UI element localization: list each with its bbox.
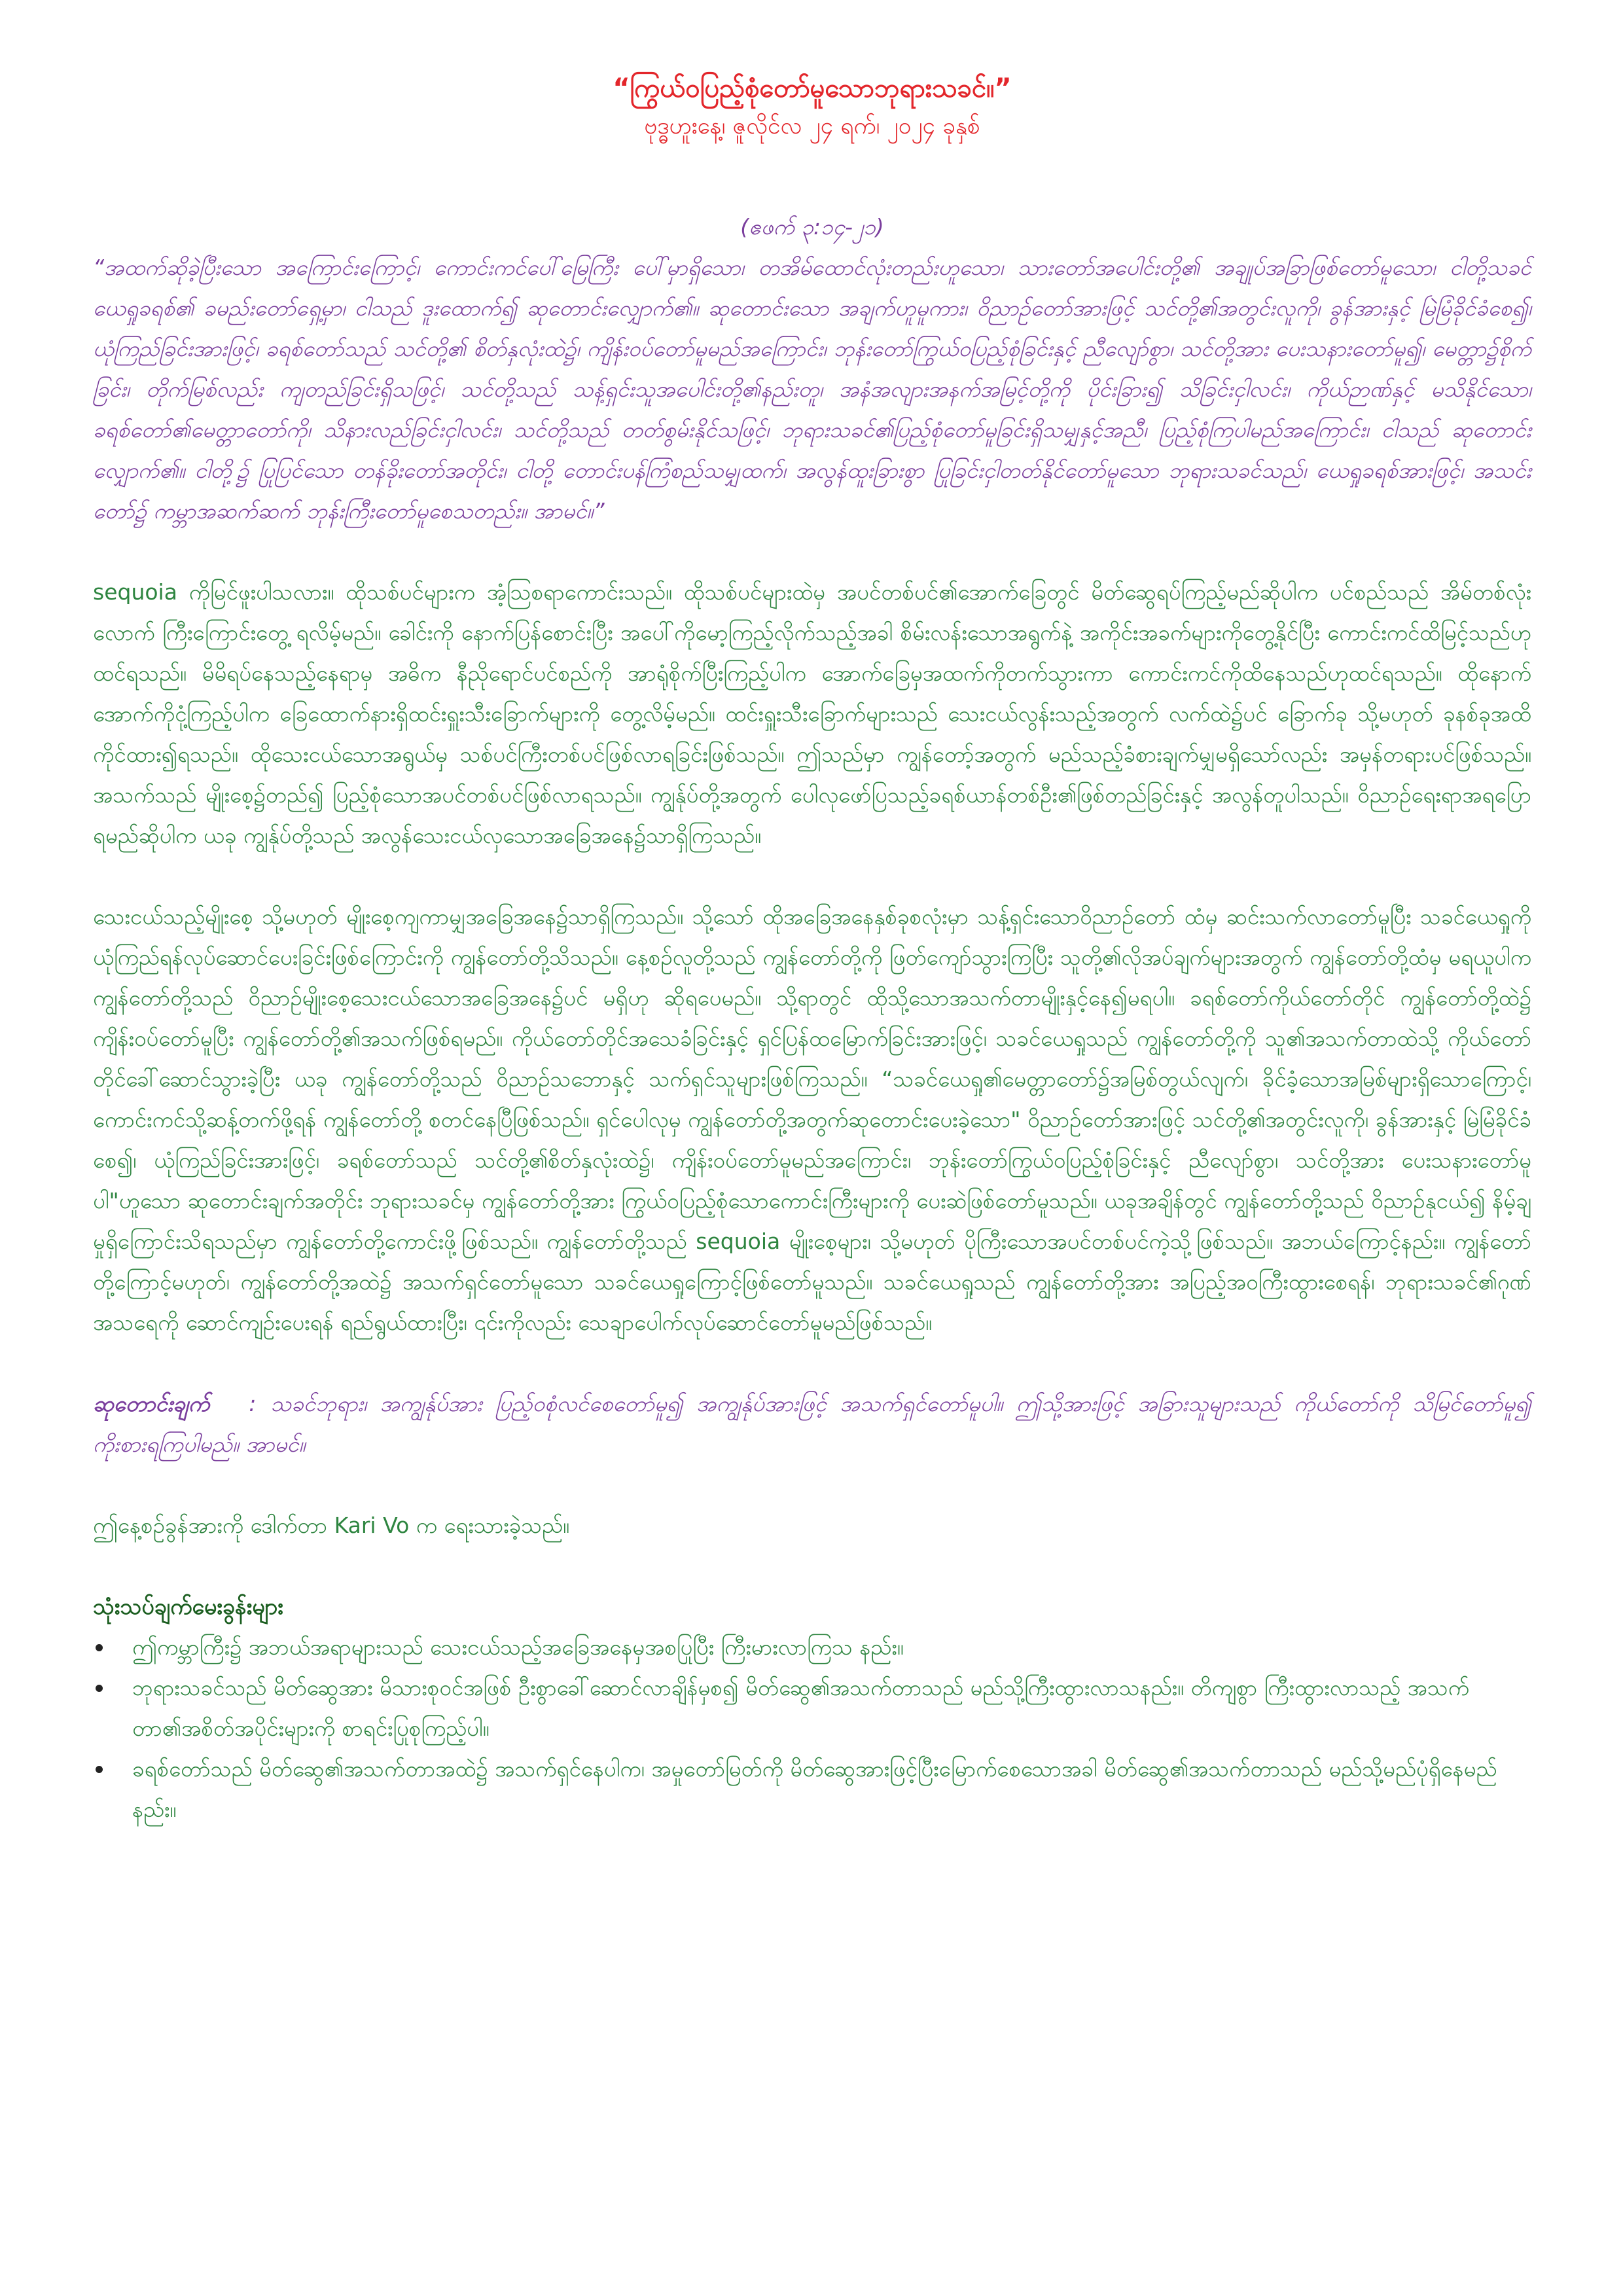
- scripture-quote: “အထက်ဆိုခဲ့ပြီးသော အကြောင်းကြောင့်၊ ကောင်းကင်ပေါ်မြေကြီး ပေါ်မှာရှိသော၊ တအိမ်ထောင်လုံးတည်းဟူသော၊ သားတော်အပေါင်းတို့၏ အချုပ်အခြာဖြစ်တော်မူသော၊ ငါတို့သခင် ယေရှုခရစ်၏ ခမည်းတော်ရှေ့မှာ၊ ငါသည် ဒူးထောက်၍ ဆုတောင်းလျှောက်၏။ ဆုတောင်းသော အချက်ဟူမူကား၊ ဝိညာဉ်တော်အားဖြင့် သင်တို့၏အတွင်းလူကို၊ ခွန်အားနှင့် မြဲမြံခိုင်ခံစေ၍၊ ယုံကြည်ခြင်းအားဖြင့်၊ ခရစ်တော်သည် သင်တို့၏ စိတ်နှလုံးထဲ၌၊ ကျိန်းဝပ်တော်မူမည်အကြောင်း၊ ဘုန်းတော်ကြွယ်ဝပြည့်စုံခြင်းနှင့် ညီလျော်စွာ၊ သင်တို့အား ပေးသနားတော်မူ၍၊ မေတ္တာ၌စိုက်ခြင်း၊ တိုက်မြစ်လည်း ကျတည်ခြင်းရှိသဖြင့်၊ သင်တို့သည် သန့်ရှင်းသူအပေါင်းတို့၏နည်းတူ၊ အနံအလျားအနက်အမြင့်တို့ကို ပိုင်းခြား၍ သိခြင်းငှါလင်း၊ ကိုယ်ဉာဏ်နှင့် မသိနိုင်သော၊ ခရစ်တော်၏မေတ္တာတော်ကို၊ သိနားလည်ခြင်းငှါလင်း၊ သင်တို့သည် တတ်စွမ်းနိုင်သဖြင့်၊ ဘုရားသခင်၏ပြည့်စုံတော်မူခြင်းရှိသမျှနှင့်အညီ၊ ပြည့်စုံကြပါမည်အကြောင်း၊ ငါသည် ဆုတောင်းလျှောက်၏။ ငါတို့၌ ပြုပြင်သော တန်ခိုးတော်အတိုင်း၊ ငါတို့ တောင်းပန်ကြံစည်သမျှထက်၊ အလွန်ထူးခြားစွာ ပြုခြင်းငှါတတ်နိုင်တော်မူသော ဘုရားသခင်သည်၊ ယေရှုခရစ်အားဖြင့်၊ အသင်းတော်၌ ကမ္ဘာအဆက်ဆက် ဘုန်းကြီးတော်မူစေသတည်း။ အာမင်။”: [93, 255, 1531, 524]
- question-text: ဤကမ္ဘာကြီး၌ အဘယ်အရာများသည် သေးငယ်သည့်အခြေအနေမှအစပြုပြီး ကြီးမားလာကြသ နည်း။: [132, 1634, 904, 1660]
- body-paragraph-2: သေးငယ်သည့်မျိုးစေ့ သို့မဟုတ် မျိုးစေ့ကျကာမျှအခြေအနေ၌သာရှိကြသည်။ သို့သော် ထိုအခြေအနေနှစ်ခုစလုံးမှာ သန့်ရှင်းသောဝိညာဉ်တော် ထံမှ ဆင်းသက်လာတော်မူပြီး သခင်ယေရှုကို ယုံကြည်ရန်လုပ်ဆောင်ပေးခြင်းဖြစ်ကြောင်းကို ကျွန်တော်တို့သိသည်။ နေ့စဉ်လူတို့သည် ကျွန်တော်တို့ကို ဖြတ်ကျော်သွားကြပြီး သူတို့၏လိုအပ်ချက်များအတွက် ကျွန်တော်တို့ထံမှ မရယူပါက ကျွန်တော်တို့သည် ဝိညာဉ်မျိုးစေ့သေးငယ်သောအခြေအနေ၌ပင် မရှိဟု ဆိုရပေမည်။ သို့ရာတွင် ထိုသို့သောအသက်တာမျိုးနှင့်နေ၍မရပါ။ ခရစ်တော်ကိုယ်တော်တိုင် ကျွန်တော်တို့ထဲ၌ ကျိန်းဝပ်တော်မူပြီး ကျွန်တော်တို့၏အသက်ဖြစ်ရမည်။ ကိုယ်တော်တိုင်အသေခံခြင်းနှင့် ရှင်ပြန်ထမြောက်ခြင်းအားဖြင့်၊ သခင်ယေရှုသည် ကျွန်တော်တို့ကို သူ၏အသက်တာထဲသို့ ကိုယ်တော်တိုင်ခေါ်ဆောင်သွားခဲ့ပြီး ယခု ကျွန်တော်တို့သည် ဝိညာဉ်သဘောနှင့် သက်ရှင်သူများဖြစ်ကြသည်။ “သခင်ယေရှု၏မေတ္တာတော်၌အမြစ်တွယ်လျက်၊ ခိုင်ခံ့သောအမြစ်များရှိသောကြောင့်၊ ကောင်းကင်သို့ဆန့်တက်ဖို့ရန် ကျွန်တော်တို့ စတင်နေပြီဖြစ်သည်။ ရှင်ပေါလုမှ ကျွန်တော်တို့အတွက်ဆုတောင်းပေးခဲ့သော" ဝိညာဉ်တော်အားဖြင့် သင်တို့၏အတွင်းလူကို၊ ခွန်အားနှင့် မြဲမြံခိုင်ခံစေ၍၊ ယုံကြည်ခြင်းအားဖြင့်၊ ခရစ်တော်သည် သင်တို့၏စိတ်နှလုံးထဲ၌၊ ကျိန်းဝပ်တော်မူမည်အကြောင်း၊ ဘုန်းတော်ကြွယ်ဝပြည့်စုံခြင်းနှင့် ညီလျော်စွာ၊ သင်တို့အား ပေးသနားတော်မူပါ"ဟူသော ဆုတောင်းချက်အတိုင်း ဘုရားသခင်မှ ကျွန်တော်တို့အား ကြွယ်ဝပြည့်စုံသောကောင်းကြီးများကို ပေးဆဲဖြစ်တော်မူသည်။ ယခုအချိန်တွင် ကျွန်တော်တို့သည် ဝိညာဉ်နုငယ်၍ နိမ့်ချမှုရှိကြောင်းသိရသည်မှာ ကျွန်တော်တို့ကောင်းဖို့ဖြစ်သည်။ ကျွန်တော်တို့သည် sequoia မျိုးစေ့များ၊ သို့မဟုတ် ပိုကြီးသောအပင်တစ်ပင်ကဲ့သို့ဖြစ်သည်။ အဘယ်ကြောင့်နည်း။ ကျွန်တော်တို့ကြောင့်မဟုတ်၊ ကျွန်တော်တို့အထဲ၌ အသက်ရှင်တော်မူသော သခင်ယေရှုကြောင့်ဖြစ်တော်မူသည်။ သခင်ယေရှုသည် ကျွန်တော်တို့အား အပြည့်အဝကြီးထွားစေရန်၊ ဘုရားသခင်၏ဂုဏ်အသရေကို ဆောင်ကျဉ်းပေးရန် ရည်ရွယ်ထားပြီး၊ ၎င်းကိုလည်း သေချာပေါက်လုပ်ဆောင်တော်မူမည်ဖြစ်သည်။: [93, 904, 1531, 1335]
- prayer-text: သခင်ဘုရား၊ အကျွန်ုပ်အား ပြည့်ဝစုံလင်စေတော်မူ၍ အကျွန်ုပ်အားဖြင့် အသက်ရှင်တော်မူပါ။ ဤသို့အားဖြင့် အခြားသူများသည် ကိုယ်တော်ကို သိမြင်တော်မူ၍ ကိုးစားရကြပါမည်။ အာမင်။: [93, 1391, 1531, 1457]
- list-item: [93, 1749, 1531, 1830]
- bullet-icon: [96, 1685, 103, 1692]
- prayer-label: ဆုတောင်းချက်: [93, 1391, 210, 1416]
- reflection-heading: သုံးသပ်ချက်မေးခွန်းများ: [93, 1594, 283, 1620]
- prayer-block: [93, 1384, 1531, 1465]
- author-note: ဤနေ့စဉ်ခွန်အားကို ဒေါက်တာ Kari Vo က ရေးသားခဲ့သည်။: [93, 1513, 570, 1538]
- date-line: ဗုဒ္ဓဟူးနေ့၊ ဇူလိုင်လ ၂၄ ရက်၊ ၂၀၂၄ ခုနှစ်: [644, 113, 980, 139]
- bullet-icon: [96, 1644, 103, 1651]
- question-text: ခရစ်တော်သည် မိတ်ဆွေ၏အသက်တာအထဲ၌ အသက်ရှင်နေပါက၊ အမှုတော်မြတ်ကို မိတ်ဆွေအားဖြင့်ပြီးမြောက်စေသောအခါ မိတ်ဆွေ၏အသက်တာသည် မည်သို့မည်ပုံရှိနေမည်နည်း။: [132, 1756, 1497, 1822]
- reflection-questions-list: [93, 1627, 1531, 1830]
- list-item: [93, 1668, 1531, 1749]
- bullet-icon: [96, 1766, 103, 1773]
- page-title: “ကြွယ်ဝပြည့်စုံတော်မူသောဘုရားသခင်။”: [613, 73, 1012, 103]
- list-item: [93, 1627, 1531, 1668]
- scripture-reference: (ဧဖက် ၃:၁၄-၂၁): [740, 214, 884, 240]
- question-text: ဘုရားသခင်သည် မိတ်ဆွေအား မိသားစုဝင်အဖြစ် ဦးစွာခေါ်ဆောင်လာချိန်မှစ၍ မိတ်ဆွေ၏အသက်တာသည် မည်သို့ကြီးထွားလာသနည်း။ တိကျစွာ ကြီးထွားလာသည့် အသက်တာ၏အစိတ်အပိုင်းများကို စာရင်းပြုစုကြည့်ပါ။: [132, 1675, 1470, 1741]
- body-paragraph-1: sequoia ကိုမြင်ဖူးပါသလား။ ထိုသစ်ပင်များက အံ့သြစရာကောင်းသည်။ ထိုသစ်ပင်များထဲမှ အပင်တစ်ပင်၏အောက်ခြေတွင် မိတ်ဆွေရပ်ကြည့်မည်ဆိုပါက ပင်စည်သည် အိမ်တစ်လုံးလောက် ကြီးကြောင်းတွေ့ ရလိမ့်မည်။ ခေါင်းကို နောက်ပြန်စောင်းပြီး အပေါ်ကိုမော့ကြည့်လိုက်သည့်အခါ စိမ်းလန်းသောအရွက်နဲ့ အကိုင်းအခက်များကိုတွေ့နိုင်ပြီး ကောင်းကင်ထိမြင့်သည်ဟု ထင်ရသည်။ မိမိရပ်နေသည့်နေရာမှ အဓိက နီညိုရောင်ပင်စည်ကို အာရုံစိုက်ပြီးကြည့်ပါက အောက်ခြေမှအထက်ကိုတက်သွားကာ ကောင်းကင်ကိုထိနေသည်ဟုထင်ရသည်။ ထိုနောက် အောက်ကိုငုံ့ကြည့်ပါက ခြေထောက်နားရှိထင်းရှူးသီးခြောက်များကို တွေ့လိမ့်မည်။ ထင်းရှူးသီးခြောက်များသည် သေးငယ်လွန်းသည့်အတွက် လက်ထဲ၌ပင် ခြောက်ခု သို့မဟုတ် ခုနစ်ခုအထိ ကိုင်ထား၍ရသည်။ ထိုသေးငယ်သောအရွယ်မှ သစ်ပင်ကြီးတစ်ပင်ဖြစ်လာရခြင်းဖြစ်သည်။ ဤသည်မှာ ကျွန်တော့်အတွက် မည်သည့်ခံစားချက်မျှမရှိသော်လည်း အမှန်တရားပင်ဖြစ်သည်။ အသက်သည် မျိုးစေ့၌တည်၍ ပြည့်စုံသောအပင်တစ်ပင်ဖြစ်လာရသည်။ ကျွန်ုပ်တို့အတွက် ပေါလုဖော်ပြသည့်ခရစ်ယာန်တစ်ဦး၏ဖြစ်တည်ခြင်းနှင့် အလွန်တူပါသည်။ ဝိညာဉ်ရေးရာအရပြောရမည်ဆိုပါက ယခု ကျွန်ုပ်တို့သည် အလွန်သေးငယ်လှသောအခြေအနေ၌သာရှိကြသည်။: [93, 579, 1531, 848]
- prayer-separator: :: [249, 1391, 257, 1416]
